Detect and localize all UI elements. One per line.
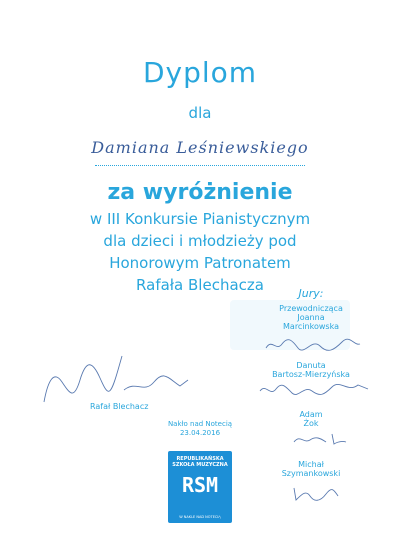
jury-signature-1 bbox=[262, 334, 362, 354]
logo-top-line-2: SZKOŁA MUZYCZNA bbox=[172, 462, 228, 468]
jury-chair-role: Przewodnicząca bbox=[279, 304, 343, 313]
jury-signature-2 bbox=[258, 379, 370, 399]
logo-bottom-text: W NAKLE NAD NOTECIĄ bbox=[179, 515, 221, 519]
jury-member-2-last: Bartosz-Mierzyńska bbox=[272, 370, 350, 379]
jury-signature-3 bbox=[290, 430, 350, 448]
jury-member-3-last: Żok bbox=[303, 419, 319, 428]
diploma-title: Dyplom bbox=[142, 56, 258, 89]
logo-top-text bbox=[168, 456, 232, 468]
jury-member-4-first: Michał bbox=[298, 460, 324, 469]
patron-name: Rafał Blechacz bbox=[90, 402, 149, 411]
jury-label: Jury: bbox=[298, 287, 324, 300]
jury-member-1-last: Marcinkowska bbox=[283, 322, 339, 331]
logo-top-line-1: REPUBLIKAŃSKA bbox=[176, 456, 224, 462]
jury-signature-4 bbox=[290, 484, 340, 504]
body-line-1: w III Konkursie Pianistycznym bbox=[89, 210, 311, 228]
award-headline: za wyróżnienie bbox=[107, 180, 293, 205]
body-line-4: Rafała Blechacza bbox=[136, 276, 264, 294]
jury-member-2-first: Danuta bbox=[296, 361, 326, 370]
place-text: Nakło nad Notecią bbox=[167, 420, 233, 428]
jury-member-3-first: Adam bbox=[299, 410, 323, 419]
body-line-2: dla dzieci i młodzieży pod bbox=[103, 232, 297, 250]
logo-mark: RSM bbox=[181, 473, 219, 497]
dla-label: dla bbox=[188, 104, 212, 122]
date-text: 23.04.2016 bbox=[179, 429, 221, 437]
recipient-name: Damiana Leśniewskiego bbox=[91, 138, 309, 157]
body-line-3: Honorowym Patronatem bbox=[109, 254, 291, 272]
patron-signature bbox=[40, 350, 190, 410]
recipient-underline bbox=[95, 165, 305, 166]
school-logo bbox=[168, 451, 232, 523]
jury-member-1-first: Joanna bbox=[297, 313, 325, 322]
place-date bbox=[150, 420, 250, 438]
jury-member-4-last: Szymankowski bbox=[281, 469, 341, 478]
